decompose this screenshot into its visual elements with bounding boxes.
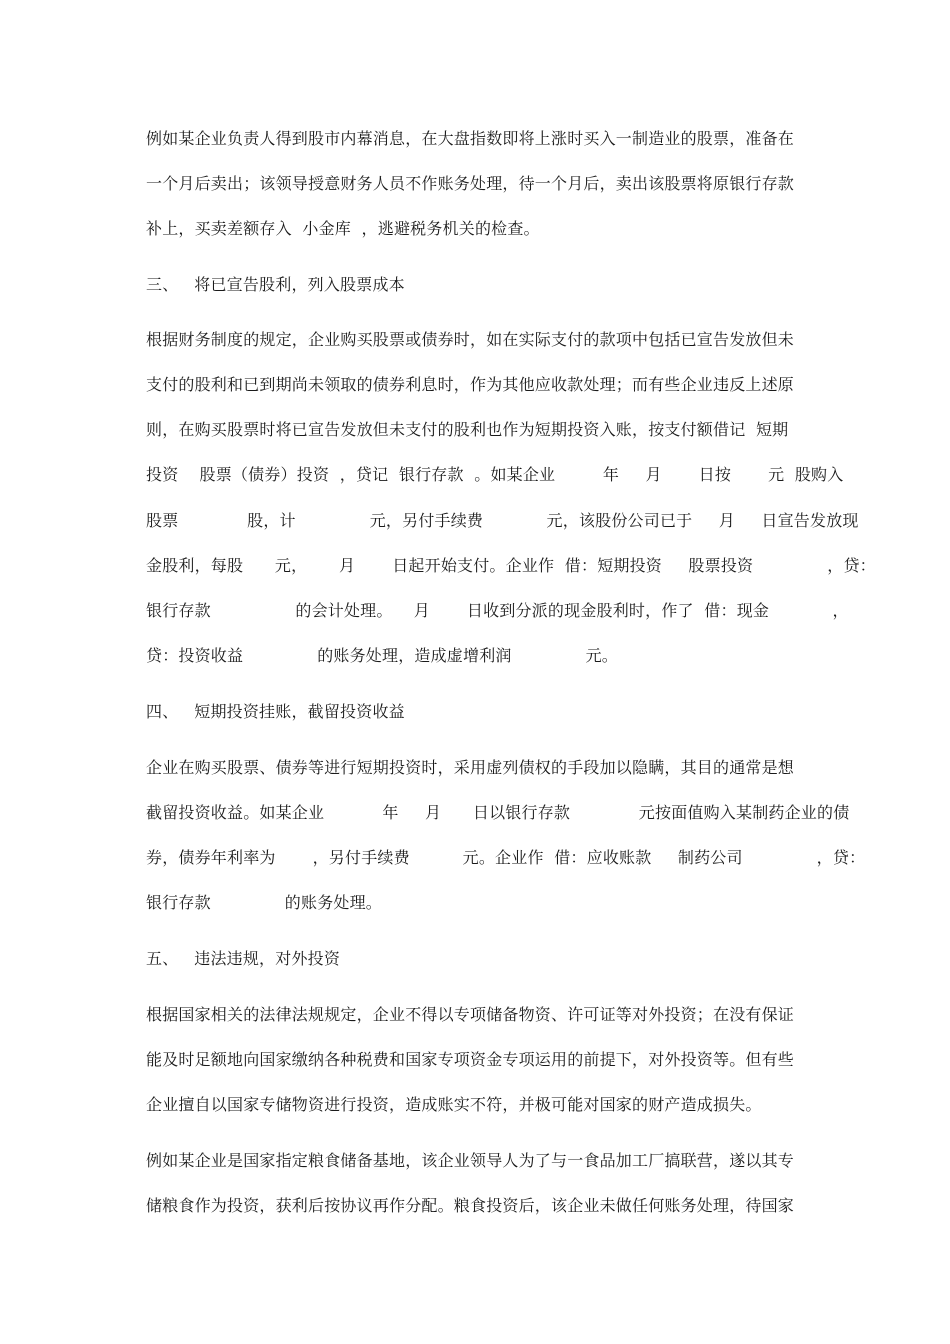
paragraph-line: 金股利，每股 元， 月 日起开始支付。企业作 借：短期投资 股票投资 ，贷： [146, 556, 876, 575]
paragraph-line: 银行存款 的账务处理。 [146, 893, 383, 912]
paragraph-line: 贷：投资收益 的账务处理，造成虚增利润 元。 [146, 646, 619, 665]
paragraph-line: 根据财务制度的规定，企业购买股票或债券时，如在实际支付的款项中包括已宣告发放但未 [146, 330, 795, 349]
section-heading: 三、 将已宣告股利，列入股票成本 [146, 275, 405, 294]
paragraph-line: 则，在购买股票时将已宣告发放但未支付的股利也作为短期投资入账，按支付额借记 短期 [146, 420, 789, 439]
paragraph-line: 投资 股票（债券）投资 ，贷记 银行存款 。如某企业 年 月 日按 元 股购入 [146, 465, 844, 484]
paragraph-line: 一个月后卖出；该领导授意财务人员不作账务处理，待一个月后，卖出该股票将原银行存款 [146, 174, 795, 193]
paragraph-line: 企业在购买股票、债券等进行短期投资时，采用虚列债权的手段加以隐瞒，其目的通常是想 [146, 758, 795, 777]
paragraph-line: 银行存款 的会计处理。 月 日收到分派的现金股利时，作了 借：现金 ， [146, 601, 849, 620]
paragraph-line: 补上，买卖差额存入 小金库 ，逃避税务机关的检查。 [146, 219, 540, 238]
paragraph-line: 截留投资收益。如某企业 年 月 日以银行存款 元按面值购入某制药企业的债 [146, 803, 850, 822]
paragraph-line: 根据国家相关的法律法规规定，企业不得以专项储备物资、许可证等对外投资；在没有保证 [146, 1005, 795, 1024]
section-heading: 五、 违法违规，对外投资 [146, 949, 341, 968]
paragraph-line: 例如某企业是国家指定粮食储备基地，该企业领导人为了与一食品加工厂搞联营，遂以其专 [146, 1151, 795, 1170]
paragraph-line: 券，债券年利率为 ，另付手续费 元。企业作 借：应收账款 制药公司 ，贷： [146, 848, 866, 867]
paragraph-line: 例如某企业负责人得到股市内幕消息，在大盘指数即将上涨时买入一制造业的股票，准备在 [146, 129, 795, 148]
paragraph-line: 股票 股，计 元，另付手续费 元，该股份公司已于 月 日宣告发放现 [146, 511, 859, 530]
paragraph-line: 支付的股利和已到期尚未领取的债券利息时，作为其他应收款处理；而有些企业违反上述原 [146, 375, 795, 394]
paragraph-line: 能及时足额地向国家缴纳各种税费和国家专项资金专项运用的前提下，对外投资等。但有些 [146, 1050, 795, 1069]
paragraph-line: 储粮食作为投资，获利后按协议再作分配。粮食投资后，该企业未做任何账务处理，待国家 [146, 1196, 795, 1215]
paragraph-line: 企业擅自以国家专储物资进行投资，造成账实不符，并极可能对国家的财产造成损失。 [146, 1095, 762, 1114]
section-heading: 四、 短期投资挂账，截留投资收益 [146, 702, 405, 721]
